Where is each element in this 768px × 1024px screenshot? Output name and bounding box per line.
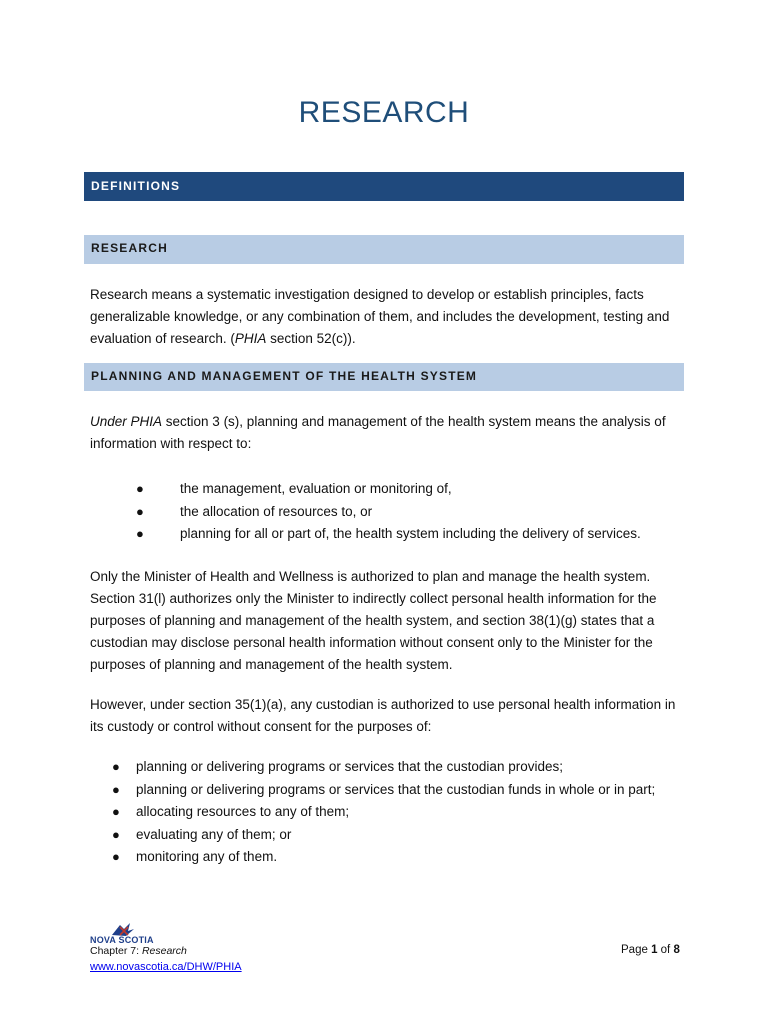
purposes-list bbox=[112, 756, 656, 869]
bullet-icon: ● bbox=[136, 503, 144, 519]
nova-scotia-logo bbox=[90, 923, 160, 945]
footer-chapter: Chapter 7: Research bbox=[90, 945, 187, 957]
section-header-definitions: DEFINITIONS bbox=[84, 172, 684, 201]
footer-link[interactable]: www.novascotia.ca/DHW/PHIA bbox=[90, 961, 242, 973]
bullet-icon: ● bbox=[112, 781, 120, 797]
subsection-header-planning: PLANNING AND MANAGEMENT OF THE HEALTH SYSTEM bbox=[84, 363, 684, 391]
logo-text: NOVA SCOTIA bbox=[90, 935, 154, 945]
bullet-icon: ● bbox=[112, 826, 120, 842]
list-item: ● planning or delivering programs or services that the custodian provides; bbox=[136, 756, 655, 779]
subsection-header-research: RESEARCH bbox=[84, 235, 684, 264]
list-item: ● the allocation of resources to, or bbox=[180, 501, 641, 524]
list-item: ● planning or delivering programs or services that the custodian funds in whole or in part; bbox=[136, 779, 655, 802]
bullet-icon: ● bbox=[112, 804, 120, 819]
however-paragraph: However, under section 35(1)(a), any custodian is authorized to use personal health information in its custody or control without consent for the purposes of: bbox=[90, 697, 676, 734]
page-number: Page 1 of 8 bbox=[621, 944, 680, 956]
minister-paragraph: Only the Minister of Health and Wellness is authorized to plan and manage the health system. Section 31(l) authorizes only the Minister to indirectly collect personal health information for the purposes of planning and management of the health system, and section 38(1)(g) states that a custodian may disclose personal health information without consent only to the Minister for the purposes of planning and management of the health system. bbox=[90, 569, 657, 672]
bullet-icon: ● bbox=[112, 849, 120, 864]
bullet-icon: ● bbox=[136, 481, 144, 496]
page-title: RESEARCH bbox=[298, 96, 470, 129]
list-item: ● allocating resources to any of them; bbox=[136, 801, 655, 824]
list-item: ● monitoring any of them. bbox=[136, 846, 655, 869]
list-item: ● planning for all or part of, the health system including the delivery of services. bbox=[180, 523, 641, 546]
planning-definition-paragraph: Under PHIA section 3 (s), planning and management of the health system means the analysis of information with respect to: bbox=[90, 414, 666, 451]
list-item: ● evaluating any of them; or bbox=[136, 824, 655, 847]
bullet-icon: ● bbox=[112, 759, 120, 774]
planning-list bbox=[136, 478, 641, 546]
research-definition-paragraph: Research means a systematic investigation designed to develop or establish principles, facts generalizable knowledge, or any combination of them, and includes the development, testing and evaluation of research. (PHIA section 52(c)). bbox=[90, 287, 670, 346]
list-item: ● the management, evaluation or monitoring of, bbox=[180, 478, 641, 501]
bullet-icon: ● bbox=[136, 526, 144, 541]
